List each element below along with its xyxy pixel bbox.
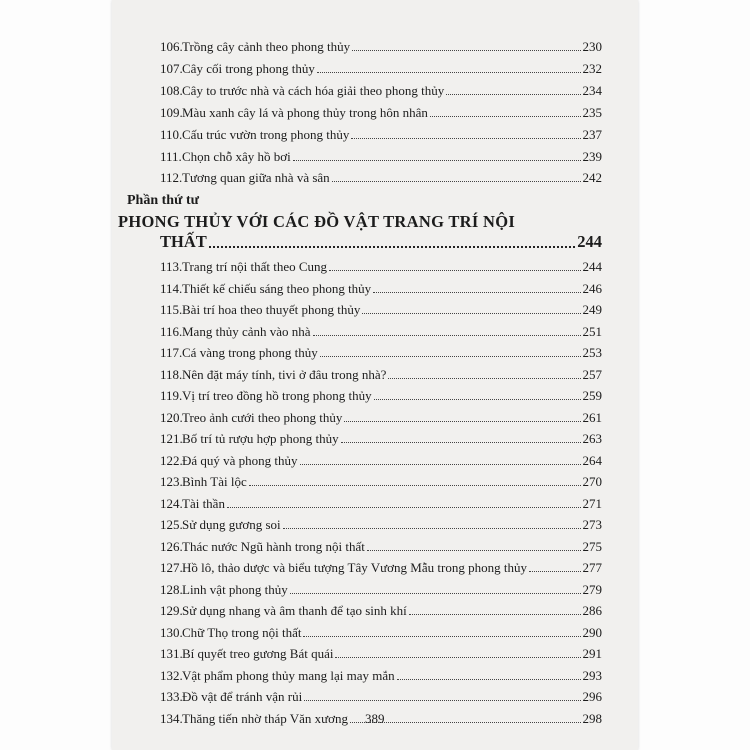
toc-entry	[160, 276, 602, 296]
entry-title: Cây to trước nhà và cách hóa giải theo phong thủy	[182, 82, 445, 98]
toc-entry	[160, 555, 602, 575]
dot-leader	[374, 398, 581, 400]
entry-page: 253	[582, 345, 602, 360]
entry-title: Sử dụng nhang và âm thanh để tạo sinh khí	[182, 603, 407, 618]
dot-leader	[529, 570, 581, 572]
toc-entry	[160, 426, 602, 446]
entry-page: 286	[582, 603, 602, 618]
dot-leader	[430, 115, 581, 117]
entry-number: 122.	[160, 452, 183, 468]
section-title-line1: PHONG THỦY VỚI CÁC ĐỒ VẬT TRANG TRÍ NỘI	[118, 212, 516, 231]
entry-title: Cây cối trong phong thủy	[182, 60, 315, 76]
entry-title: Thác nước Ngũ hành trong nội thất	[182, 538, 365, 554]
entry-number: 126.	[160, 538, 183, 554]
entry-title: Chữ Thọ trong nội thất	[182, 624, 302, 640]
toc-entry	[160, 684, 602, 704]
entry-title: Bí quyết treo gương Bát quái	[182, 646, 334, 661]
entry-page: 251	[582, 323, 602, 339]
entry-title: Trang trí nội thất theo Cung	[182, 259, 328, 274]
entry-page: 239	[582, 148, 602, 164]
entry-title: Trồng cây cảnh theo phong thủy	[182, 39, 351, 54]
entry-number: 109.	[160, 104, 183, 120]
dot-leader	[320, 355, 581, 357]
entry-page: 270	[582, 474, 602, 489]
toc-entry	[160, 56, 602, 76]
toc-entry	[160, 405, 602, 425]
entry-page: 237	[582, 126, 602, 142]
dot-leader	[304, 699, 580, 701]
section-title-row	[160, 230, 602, 252]
toc-entry	[160, 34, 602, 54]
entry-page: 279	[582, 581, 602, 597]
toc-entry	[160, 319, 602, 339]
dot-leader	[303, 635, 580, 637]
entry-title: Thiết kế chiếu sáng theo phong thủy	[182, 280, 372, 296]
entry-number: 127.	[160, 560, 183, 575]
entry-number: 123.	[160, 474, 183, 489]
entry-number: 116.	[160, 323, 183, 339]
toc-entry	[160, 512, 602, 532]
page-number: 389	[365, 711, 385, 726]
toc-entry	[160, 362, 602, 382]
entry-title: Linh vật phong thủy	[182, 581, 288, 597]
entry-title: Tài thần	[182, 495, 225, 511]
dot-leader	[332, 180, 581, 182]
entry-page: 291	[582, 646, 602, 661]
entry-title: Sử dụng gương soi	[182, 517, 281, 532]
toc-entry	[160, 663, 602, 683]
entry-number: 107.	[160, 60, 183, 76]
entry-number: 117.	[160, 345, 183, 360]
dot-leader	[335, 656, 580, 658]
toc-entry	[160, 598, 602, 618]
entry-page: 249	[582, 302, 602, 317]
entry-number: 129.	[160, 603, 183, 618]
entry-page: 230	[582, 39, 602, 54]
entry-number: 108.	[160, 82, 183, 98]
entry-number: 132.	[160, 667, 183, 683]
entry-number: 112.	[160, 170, 183, 186]
dot-leader	[293, 159, 581, 161]
toc-entry	[160, 469, 602, 489]
dot-leader	[373, 291, 580, 293]
entry-title: Vị trí treo đồng hồ trong phong thủy	[182, 388, 372, 403]
entry-page: 261	[582, 409, 602, 425]
entry-page: 293	[582, 667, 602, 683]
entry-title: Bài trí hoa theo thuyết phong thủy	[182, 302, 361, 317]
entry-page: 257	[582, 366, 602, 382]
toc-entry	[160, 78, 602, 98]
dot-leader	[300, 463, 581, 465]
entry-number: 114.	[160, 280, 183, 296]
entry-title: Đồ vật để tránh vận rủi	[182, 689, 303, 704]
dot-leader	[209, 245, 575, 248]
entry-number: 118.	[160, 366, 183, 382]
entry-number: 125.	[160, 517, 183, 532]
entry-number: 120.	[160, 409, 183, 425]
toc-entry	[160, 577, 602, 597]
dot-leader	[352, 49, 580, 51]
entry-page: 263	[582, 431, 602, 446]
dot-leader	[249, 484, 581, 486]
toc-entry	[160, 165, 602, 185]
dot-leader	[329, 269, 580, 271]
entry-title: Bình Tài lộc	[182, 474, 247, 489]
entry-number: 110.	[160, 126, 183, 142]
entry-title: Đá quý và phong thủy	[182, 452, 298, 468]
dot-leader	[367, 549, 581, 551]
entry-title: Bố trí tủ rượu hợp phong thủy	[182, 431, 339, 446]
entry-number: 128.	[160, 581, 183, 597]
toc-entry	[160, 340, 602, 360]
toc-entry	[160, 297, 602, 317]
entry-title: Nên đặt máy tính, tivi ở đâu trong nhà?	[182, 366, 387, 382]
entry-number: 130.	[160, 624, 183, 640]
section-page: 244	[577, 232, 602, 251]
entry-title: Treo ảnh cưới theo phong thủy	[182, 409, 343, 425]
dot-leader	[446, 93, 580, 95]
toc-entry	[160, 491, 602, 511]
entry-title: Cấu trúc vườn trong phong thủy	[182, 126, 350, 142]
toc-entry	[160, 254, 602, 274]
toc-entry	[160, 144, 602, 164]
entry-page: 246	[582, 280, 602, 296]
entry-page: 234	[582, 82, 602, 98]
dot-leader	[350, 721, 580, 723]
dot-leader	[351, 137, 580, 139]
dot-leader	[397, 678, 581, 680]
entry-number: 133.	[160, 689, 183, 704]
entry-number: 115.	[160, 302, 183, 317]
entry-page: 235	[582, 104, 602, 120]
toc-entry	[160, 122, 602, 142]
entry-page: 271	[582, 495, 602, 511]
entry-number: 119.	[160, 388, 183, 403]
entry-title: Tương quan giữa nhà và sân	[182, 170, 330, 186]
entry-title: Vật phẩm phong thủy mang lại may mắn	[182, 667, 395, 683]
entry-number: 134.	[160, 710, 183, 726]
dot-leader	[362, 312, 580, 314]
dot-leader	[317, 71, 581, 73]
entry-page: 277	[582, 560, 602, 575]
entry-title: Cá vàng trong phong thủy	[182, 345, 318, 360]
entry-page: 273	[582, 517, 602, 532]
entry-number: 113.	[160, 259, 183, 274]
entry-title: Chọn chỗ xây hồ bơi	[182, 148, 291, 164]
entry-title: Thăng tiến nhờ tháp Văn xương	[182, 710, 349, 726]
dot-leader	[344, 420, 580, 422]
entry-number: 121.	[160, 431, 183, 446]
entry-page: 259	[582, 388, 602, 403]
section-title-line2: THẤT	[160, 232, 207, 251]
dot-leader	[283, 527, 581, 529]
toc-entry	[160, 383, 602, 403]
entry-number: 111.	[160, 148, 182, 164]
dot-leader	[409, 613, 581, 615]
entry-page: 242	[582, 170, 602, 186]
dot-leader	[227, 506, 581, 508]
dot-leader	[341, 441, 581, 443]
entry-number: 124.	[160, 495, 183, 511]
toc-entry	[160, 620, 602, 640]
entry-title: Mang thủy cảnh vào nhà	[182, 323, 311, 339]
entry-page: 244	[582, 259, 602, 274]
toc-entry	[160, 641, 602, 661]
entry-page: 296	[582, 689, 602, 704]
entry-page: 290	[582, 624, 602, 640]
entry-number: 131.	[160, 646, 183, 661]
dot-leader	[313, 334, 581, 336]
entry-page: 275	[582, 538, 602, 554]
entry-page: 232	[582, 60, 602, 76]
toc-entry	[160, 534, 602, 554]
entry-number: 106.	[160, 39, 183, 54]
entry-title: Hồ lô, thảo dược và biểu tượng Tây Vương Mẫu trong phong thủy	[182, 560, 527, 575]
section-label: Phần thứ tư	[127, 193, 200, 208]
entry-page: 264	[582, 452, 602, 468]
entry-title: Màu xanh cây lá và phong thủy trong hôn nhân	[182, 104, 428, 120]
toc-entry	[160, 100, 602, 120]
dot-leader	[290, 592, 581, 594]
entry-page: 298	[582, 710, 602, 726]
toc-entry	[160, 448, 602, 468]
dot-leader	[388, 377, 580, 379]
